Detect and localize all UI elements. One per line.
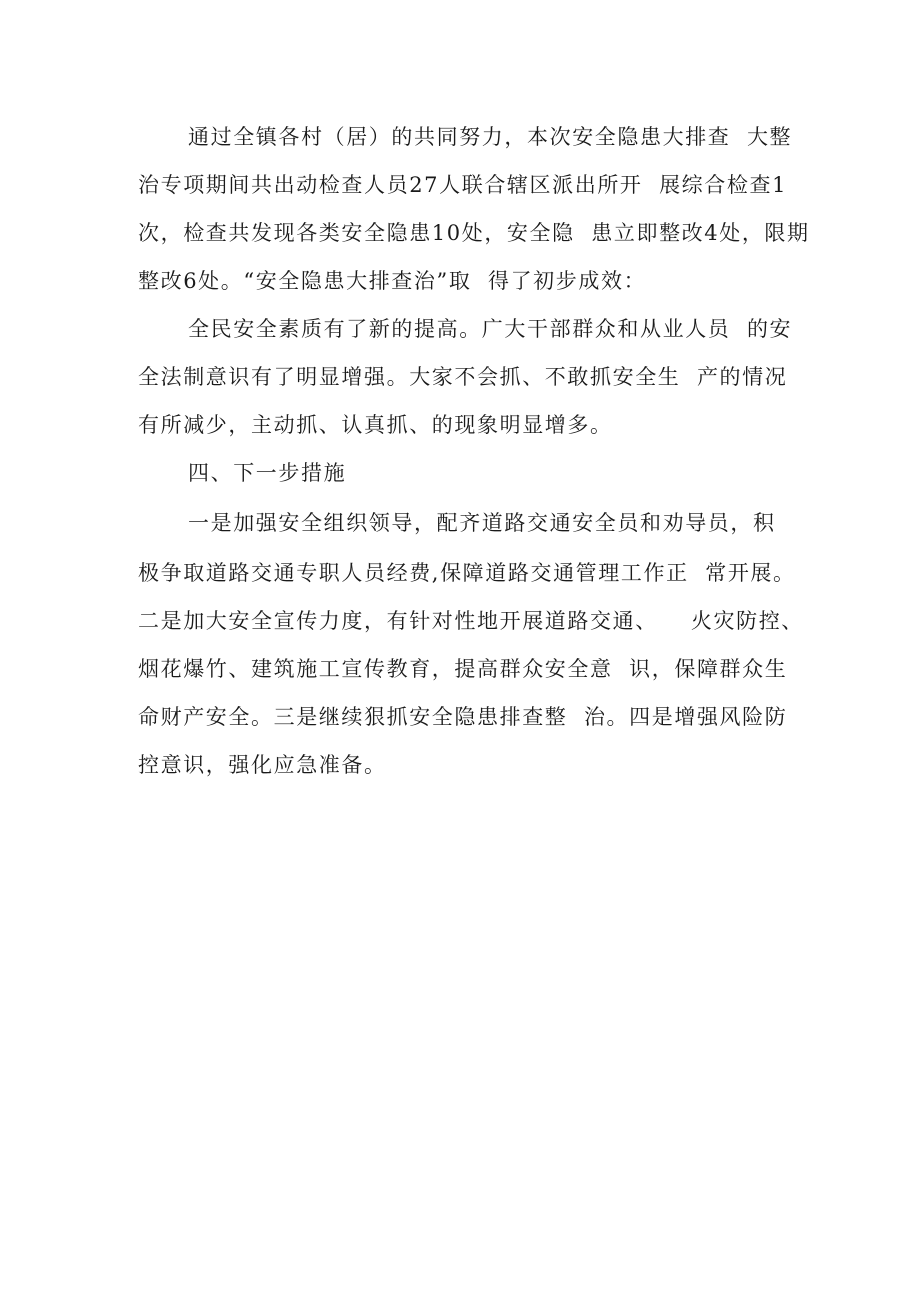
paragraph-1-line-3: 次，检查共发现各类安全隐患10处，安全隐 患立即整改4处，限期 [138, 221, 810, 245]
paragraph-2-line-1: 全民安全素质有了新的提高。广大干部群众和从业人员 的安 [188, 317, 793, 341]
paragraph-1-line-1: 通过全镇各村（居）的共同努力，本次安全隐患大排查 大整 [188, 125, 793, 149]
paragraph-3-line-5: 命财产安全。三是继续狠抓安全隐患排查整 治。四是增强风险防 [138, 705, 788, 729]
paragraph-2-line-2: 全法制意识有了明显增强。大家不会抓、不敢抓安全生 产的情况 [138, 365, 788, 389]
paragraph-1-line-2: 治专项期间共出动检查人员27人联合辖区派出所开 展综合检查1 [138, 173, 788, 197]
paragraph-3-line-3: 二是加大安全宣传力度，有针对性地开展道路交通、 火灾防控、 [138, 609, 804, 633]
section-heading: 四、下一步措施 [188, 461, 347, 485]
paragraph-1-line-4: 整改6处。“安全隐患大排查治”取 得了初步成效： [138, 269, 647, 293]
paragraph-3-line-2: 极争取道路交通专职人员经费,保障道路交通管理工作正 常开展。 [138, 561, 796, 585]
paragraph-2-line-3: 有所减少，主动抓、认真抓、的现象明显增多。 [138, 413, 613, 437]
paragraph-3-line-1: 一是加强安全组织领导，配齐道路交通安全员和劝导员，积 [188, 511, 776, 535]
paragraph-3-line-6: 控意识，强化应急准备。 [138, 753, 387, 777]
paragraph-3-line-4: 烟花爆竹、建筑施工宣传教育，提高群众安全意 识，保障群众生 [138, 657, 788, 681]
